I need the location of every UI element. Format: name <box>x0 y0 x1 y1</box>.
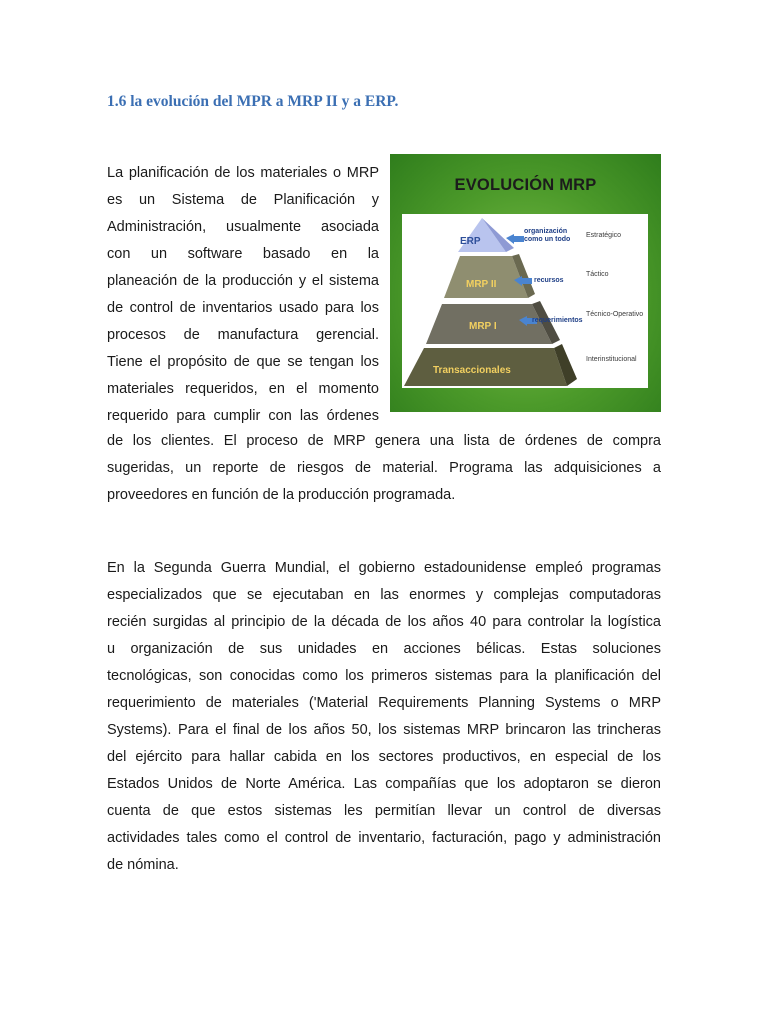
figure-title: EVOLUCIÓN MRP <box>454 176 597 194</box>
paragraph-line: de control de inventarios usado para los <box>107 299 379 316</box>
evolution-mrp-figure <box>390 154 661 412</box>
paragraph-line: tecnológicas, son conocidas como los primeros sistemas para la planificación del <box>107 667 661 684</box>
paragraph-line: planeación de la producción y el sistema <box>107 272 379 289</box>
pyramid-panel <box>402 214 648 388</box>
tier-label-tactico: Táctico <box>586 271 609 278</box>
paragraph-line: de nómina. <box>107 856 179 873</box>
paragraph-line: del ejército para hallar cabida en los sectores productivos, en especial de los <box>107 748 661 765</box>
callout-erp-line1: organización <box>524 228 568 235</box>
paragraph-line: La planificación de los materiales o MRP <box>107 164 379 181</box>
paragraph-line: recién surgidas al principio de la década de los años 40 para controlar la logística <box>107 613 661 630</box>
level-label-transaccionales: Transaccionales <box>433 365 511 376</box>
tier-label-estrategico: Estratégico <box>586 232 622 239</box>
level-label-mrp1: MRP I <box>469 321 497 332</box>
callout-mrp2: recursos <box>534 277 564 284</box>
paragraph-line: cuenta de que estos sistemas les permitían llevar un control de diversas <box>107 802 661 819</box>
paragraph-line: Estados Unidos de Norte América. Las compañías que los adoptaron se dieron <box>107 775 661 792</box>
tier-label-interinstitucional: Interinstitucional <box>586 356 637 363</box>
callout-erp-line2: como un todo <box>524 236 571 243</box>
level-label-erp: ERP <box>460 236 481 247</box>
paragraph-line: actividades tales como el control de inventario, facturación, pago y administración <box>107 829 661 846</box>
level-label-mrp2: MRP II <box>466 279 497 290</box>
paragraph-line: proveedores en función de la producción programada. <box>107 486 456 503</box>
paragraph-line: sugeridas, un reporte de riesgos de material. Programa las adquisiciones a <box>107 459 661 476</box>
paragraph-line: Administración, usualmente asociada <box>107 218 379 235</box>
callout-mrp1: requerimientos <box>532 317 583 324</box>
paragraph-line: requerimiento de materiales ('Material Requirements Planning Systems o MRP <box>107 694 661 711</box>
paragraph-line: con un software basado en la <box>107 245 379 262</box>
paragraph-line: Tiene el propósito de que se tengan los <box>107 353 379 370</box>
arrow-icon <box>506 234 524 244</box>
paragraph-line: requerido para cumplir con las órdenes <box>107 407 379 424</box>
paragraph-line: especializados que se ejecutaban en las enormes y complejas computadoras <box>107 586 661 603</box>
paragraph-line: En la Segunda Guerra Mundial, el gobierno estadounidense empleó programas <box>107 559 661 576</box>
section-heading: 1.6 la evolución del MPR a MRP II y a ERP. <box>107 93 399 110</box>
paragraph-line: materiales requeridos, en el momento <box>107 380 379 397</box>
paragraph-line: de los clientes. El proceso de MRP genera una lista de órdenes de compra <box>107 432 661 449</box>
paragraph-line: es un Sistema de Planificación y <box>107 191 379 208</box>
paragraph-line: procesos de manufactura gerencial. <box>107 326 379 343</box>
tier-label-tecnico-operativo: Técnico-Operativo <box>586 311 644 318</box>
paragraph-line: u organización de sus unidades en acciones bélicas. Estas soluciones <box>107 640 661 657</box>
paragraph-line: Systems). Para el final de los años 50, los sistemas MRP brincaron las trincheras <box>107 721 661 738</box>
